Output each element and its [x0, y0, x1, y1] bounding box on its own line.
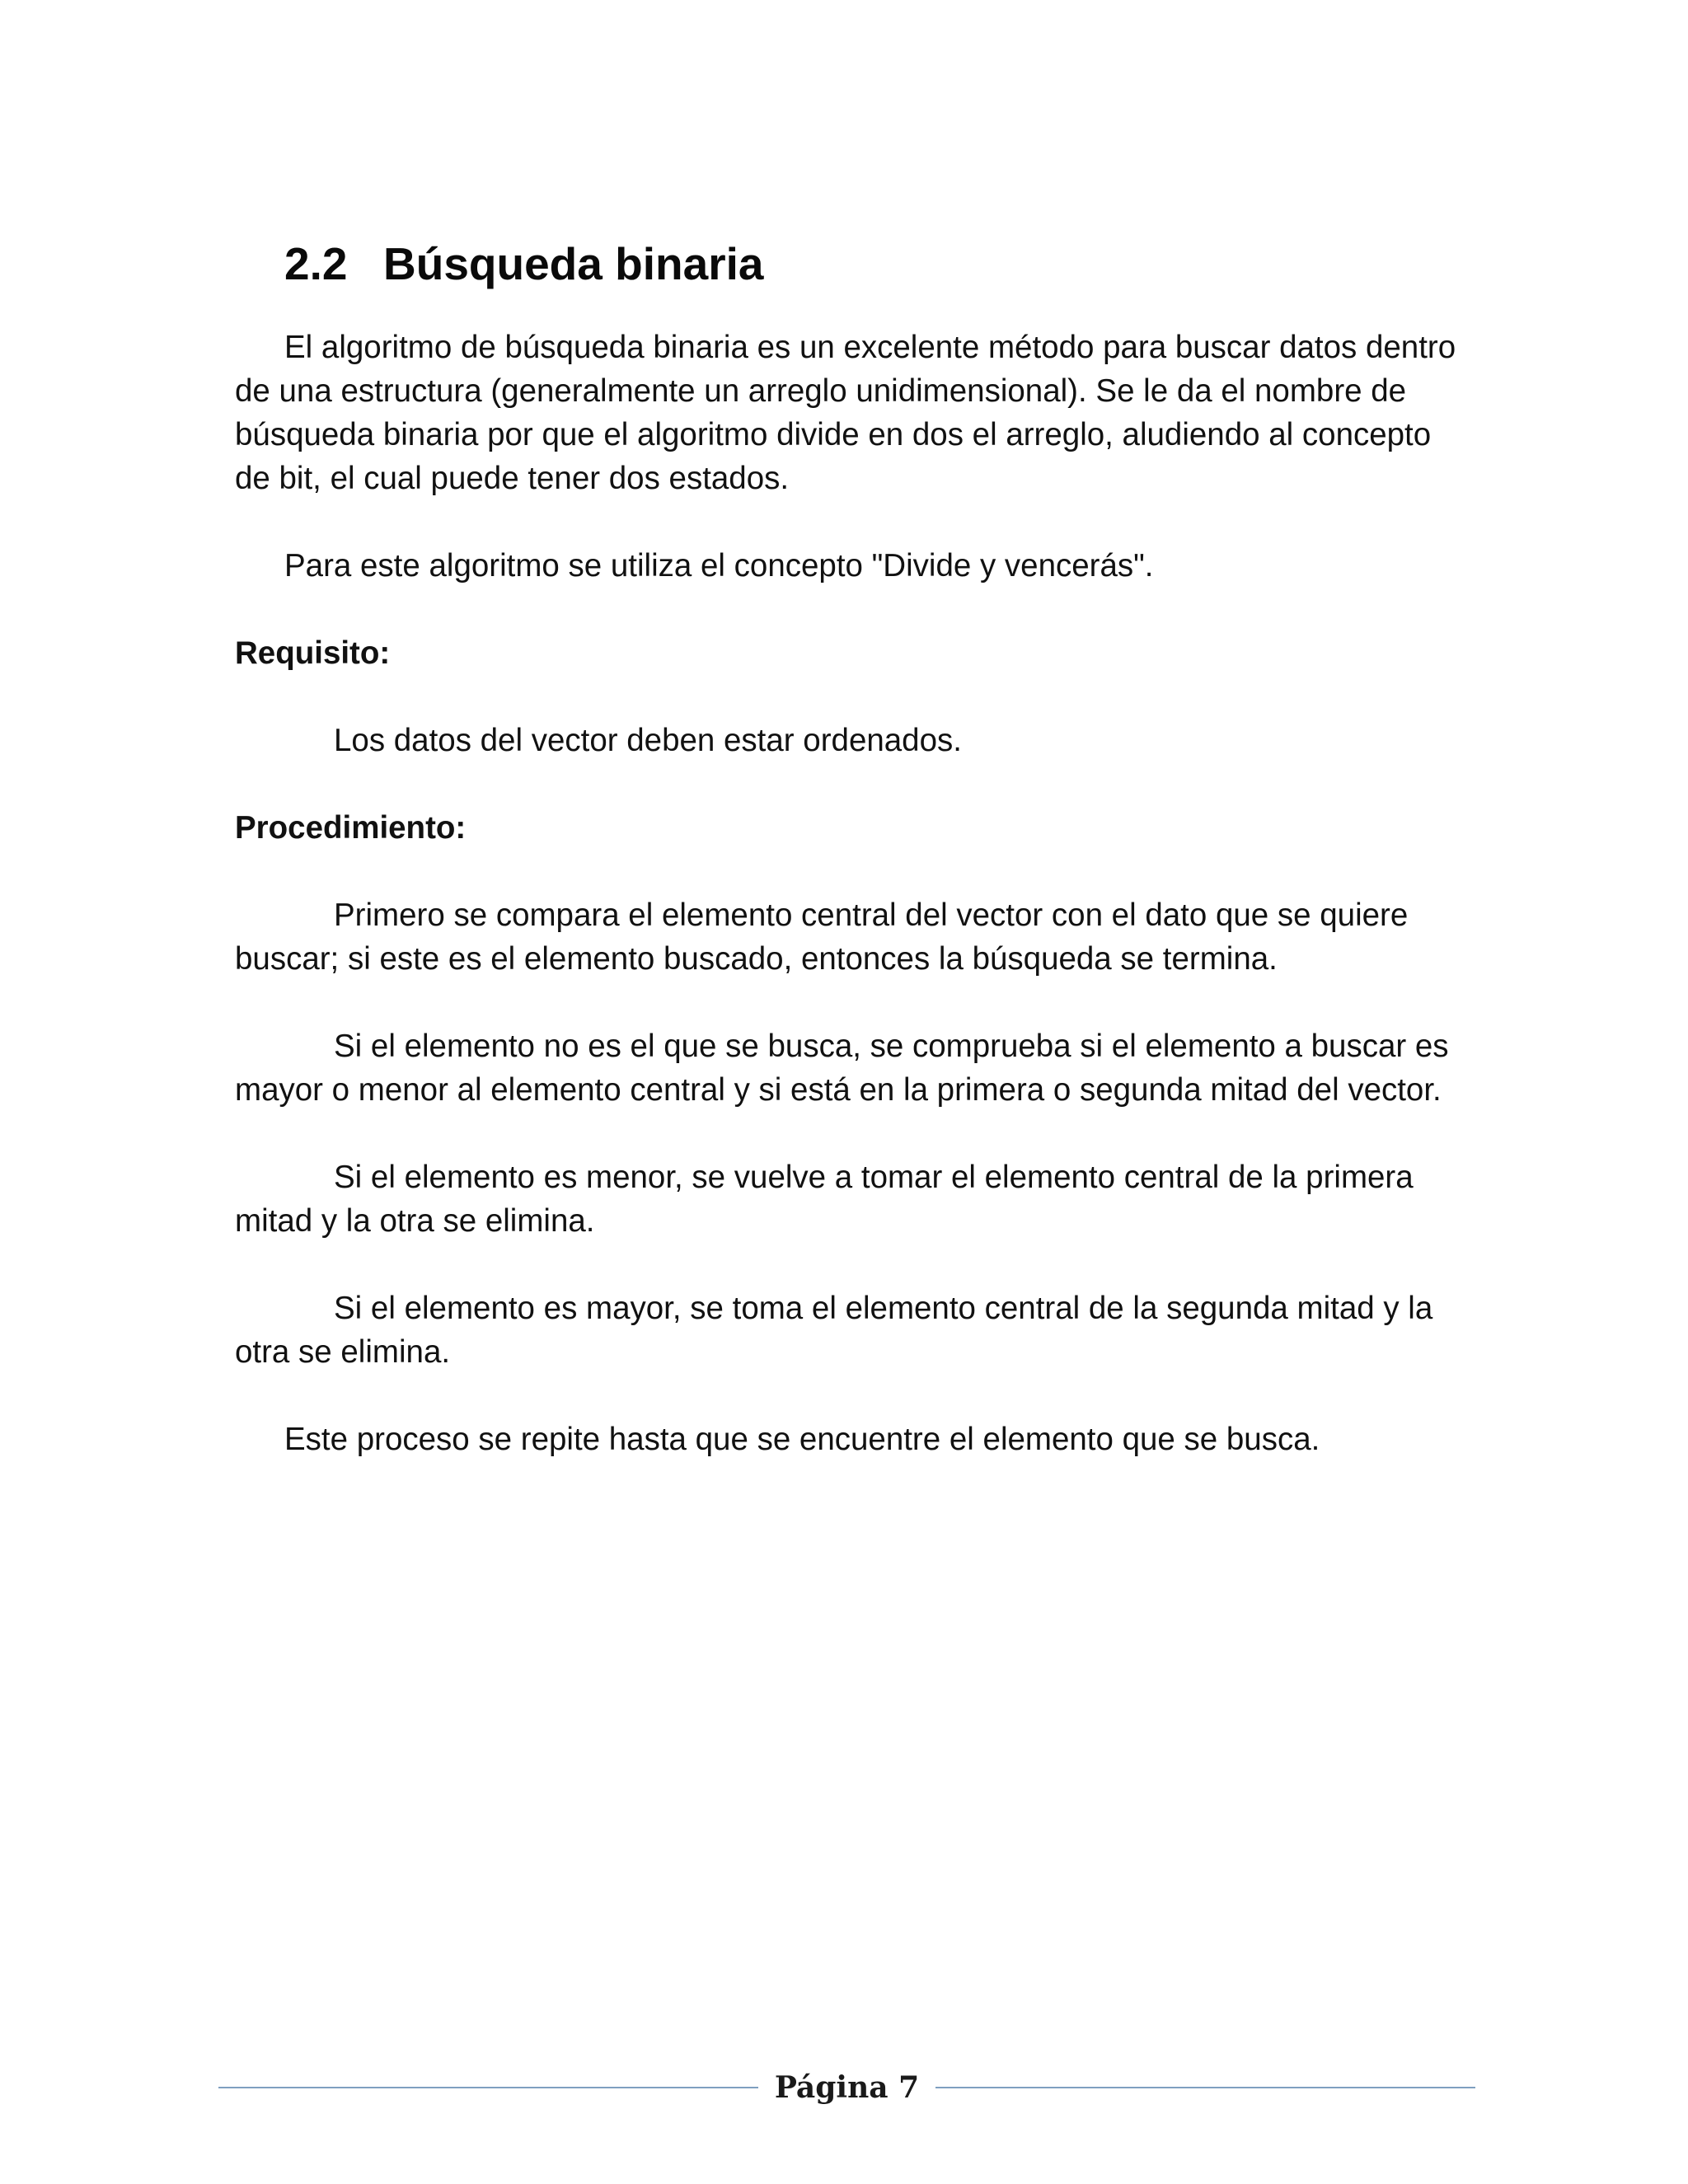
page-content	[235, 231, 1471, 1461]
requirement-text: Los datos del vector deben estar ordenados.	[334, 723, 962, 758]
footer-rule-left	[218, 2087, 758, 2088]
procedure-step-4: Si el elemento es mayor, se toma el elemento central de la segunda mitad y la otra se elimina.	[235, 1291, 1433, 1370]
procedure-step-2: Si el elemento no es el que se busca, se comprueba si el elemento a buscar es mayor o menor al elemento central y si está en la primera o segunda mitad del vector.	[235, 1029, 1449, 1108]
procedure-step-1: Primero se compara el elemento central del vector con el dato que se quiere buscar; si este es el elemento buscado, entonces la búsqueda se termina.	[235, 898, 1409, 977]
footer-rule-right	[935, 2087, 1475, 2088]
section-number: 2.2	[284, 238, 348, 289]
requirement-label: Requisito:	[235, 635, 391, 671]
concept-paragraph: Para este algoritmo se utiliza el concepto "Divide y vencerás".	[284, 548, 1154, 583]
closing-paragraph: Este proceso se repite hasta que se encuentre el elemento que se busca.	[284, 1422, 1320, 1457]
procedure-label: Procedimiento:	[235, 810, 467, 846]
section-heading	[284, 231, 1471, 297]
section-title: Búsqueda binaria	[383, 238, 764, 289]
page-number: Página 7	[774, 2070, 920, 2105]
intro-paragraph: El algoritmo de búsqueda binaria es un excelente método para buscar datos dentro de una estructura (generalmente un arreglo unidimensional). Se le da el nombre de búsqueda binaria por que el algoritmo divide en dos el arreglo, aludiendo al concepto de bit, el cual puede tener dos estados.	[235, 330, 1456, 496]
procedure-step-3: Si el elemento es menor, se vuelve a tomar el elemento central de la primera mitad y la otra se elimina.	[235, 1160, 1414, 1239]
page-footer	[218, 2067, 1475, 2108]
